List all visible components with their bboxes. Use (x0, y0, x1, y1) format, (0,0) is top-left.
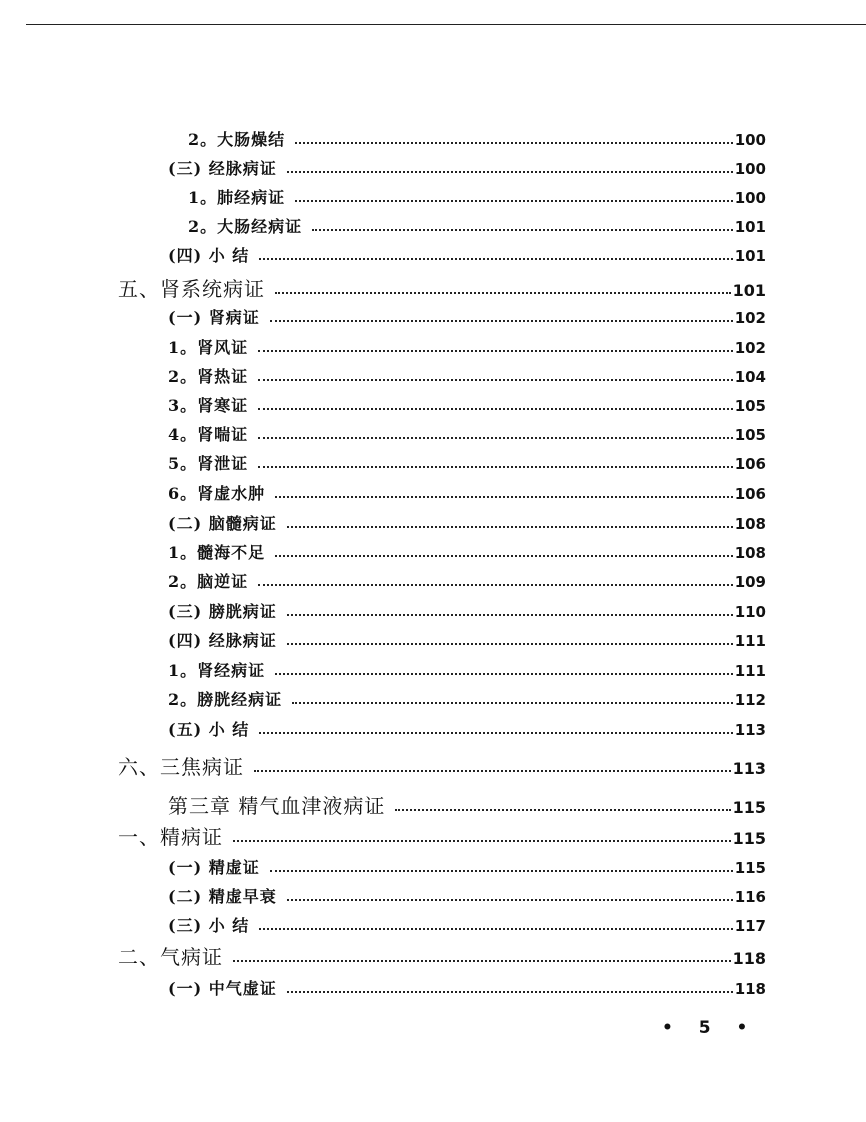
dot-leader (258, 408, 733, 410)
toc-entry-page: 112 (734, 691, 766, 709)
toc-entry-label: (三) 经脉病证 (168, 159, 277, 178)
toc-entry-label: 2。大肠经病证 (188, 217, 303, 236)
toc-entry-label: (二) 精虚早衰 (168, 887, 277, 906)
toc-entry-label: 1。肺经病证 (188, 188, 286, 207)
toc-entry-label: (二) 脑髓病证 (168, 514, 277, 533)
toc-entry-page: 111 (734, 632, 766, 650)
dot-leader (258, 466, 733, 468)
toc-entry (168, 543, 766, 563)
toc-entry-page: 113 (734, 721, 766, 739)
toc-entry (168, 454, 766, 474)
dot-leader (292, 702, 733, 704)
dot-leader (287, 614, 733, 616)
toc-entry (168, 425, 766, 445)
dot-leader (275, 555, 733, 557)
toc-entry-label: 1。肾风证 (168, 338, 249, 357)
toc-entry-page: 102 (734, 339, 766, 357)
toc-entry (118, 755, 766, 781)
dot-leader (258, 379, 733, 381)
toc-entry-label: 六、三焦病证 (118, 755, 244, 779)
toc-entry-page: 118 (732, 949, 766, 968)
toc-entry-page: 108 (734, 544, 766, 562)
dot-leader (275, 673, 733, 675)
toc-entry-label: 2。脑逆证 (168, 572, 249, 591)
toc-entry (168, 661, 766, 681)
toc-entry-label: 二、气病证 (118, 945, 223, 969)
dot-leader (259, 928, 732, 930)
dot-leader (254, 770, 731, 772)
toc-entry-label: (四) 经脉病证 (168, 631, 277, 650)
toc-entry-label: (五) 小 结 (168, 720, 250, 739)
dot-leader (258, 350, 733, 352)
toc-entry (168, 367, 766, 387)
dot-leader (287, 643, 733, 645)
dot-leader (295, 142, 733, 144)
toc-entry (168, 916, 766, 936)
dot-leader (287, 171, 733, 173)
toc-entry-page: 115 (734, 859, 766, 877)
toc-entry-label: 1。髓海不足 (168, 543, 266, 562)
toc-entry (168, 396, 766, 416)
dot-leader (287, 991, 733, 993)
toc-entry (168, 720, 766, 740)
toc-entry-label: (一) 肾病证 (168, 308, 260, 327)
toc-entry-label: (一) 中气虚证 (168, 979, 277, 998)
toc-entry (168, 514, 766, 534)
dot-leader (259, 732, 732, 734)
toc-entry-label: (四) 小 结 (168, 246, 250, 265)
toc-entry-label: 2。膀胱经病证 (168, 690, 283, 709)
dot-leader (258, 584, 733, 586)
toc-entry (188, 188, 766, 208)
toc-entry-label: 2。大肠燥结 (188, 130, 286, 149)
toc-entry (168, 484, 766, 504)
toc-entry-page: 104 (734, 368, 766, 386)
toc-entry-page: 106 (734, 485, 766, 503)
dot-leader (233, 840, 731, 842)
toc-entry (168, 858, 766, 878)
toc-entry-label: 1。肾经病证 (168, 661, 266, 680)
toc-entry (168, 572, 766, 592)
toc-entry-page: 115 (732, 829, 766, 848)
dot-leader (259, 258, 732, 260)
toc-entry-page: 105 (734, 397, 766, 415)
toc-entry-label: 一、精病证 (118, 825, 223, 849)
toc-entry-label: 3。肾寒证 (168, 396, 249, 415)
toc-entry (188, 130, 766, 150)
toc-entry (188, 217, 766, 237)
dot-leader (395, 809, 730, 811)
toc-entry (118, 825, 766, 851)
dot-leader (287, 899, 733, 901)
toc-entry (168, 159, 766, 179)
dot-leader (270, 320, 733, 322)
toc-entry (168, 690, 766, 710)
toc-entry-label: 第三章 精气血津液病证 (168, 794, 386, 818)
toc-entry (118, 945, 766, 971)
toc-entry (118, 277, 766, 303)
dot-leader (270, 870, 733, 872)
toc-entry-page: 118 (734, 980, 766, 998)
toc-entry-label: 5。肾泄证 (168, 454, 249, 473)
toc-entry-page: 109 (734, 573, 766, 591)
page-number: • 5 • (662, 1018, 758, 1038)
toc-entry-page: 116 (734, 888, 766, 906)
toc-entry (168, 794, 766, 820)
toc-entry-label: 4。肾喘证 (168, 425, 249, 444)
toc-entry-page: 106 (734, 455, 766, 473)
toc-entry-label: 五、肾系统病证 (118, 277, 265, 301)
toc-entry-label: (一) 精虚证 (168, 858, 260, 877)
toc-entry-page: 115 (732, 798, 766, 817)
toc-entry (168, 338, 766, 358)
toc-entry-page: 100 (734, 131, 766, 149)
toc-entry-page: 113 (732, 759, 766, 778)
dot-leader (275, 292, 731, 294)
dot-leader (233, 960, 731, 962)
toc-entry-page: 101 (734, 218, 766, 236)
toc-entry (168, 887, 766, 907)
dot-leader (258, 437, 733, 439)
toc-entry-page: 117 (734, 917, 766, 935)
dot-leader (275, 496, 733, 498)
dot-leader (287, 526, 733, 528)
toc-entry-page: 100 (734, 160, 766, 178)
toc-entry-page: 111 (734, 662, 766, 680)
toc-entry (168, 246, 766, 266)
toc-entry (168, 602, 766, 622)
toc-entry (168, 308, 766, 328)
toc-entry-page: 101 (734, 247, 766, 265)
dot-leader (295, 200, 733, 202)
toc-entry-page: 101 (732, 281, 766, 300)
toc-entry-label: (三) 小 结 (168, 916, 250, 935)
toc-entry-page: 108 (734, 515, 766, 533)
dot-leader (312, 229, 733, 231)
toc-entry-page: 100 (734, 189, 766, 207)
toc-entry-label: 2。肾热证 (168, 367, 249, 386)
toc-entry (168, 631, 766, 651)
toc-entry-label: 6。肾虚水肿 (168, 484, 266, 503)
toc-entry-page: 102 (734, 309, 766, 327)
toc-entry-page: 105 (734, 426, 766, 444)
toc-entry-page: 110 (734, 603, 766, 621)
toc-entry (168, 979, 766, 999)
toc-entry-label: (三) 膀胱病证 (168, 602, 277, 621)
